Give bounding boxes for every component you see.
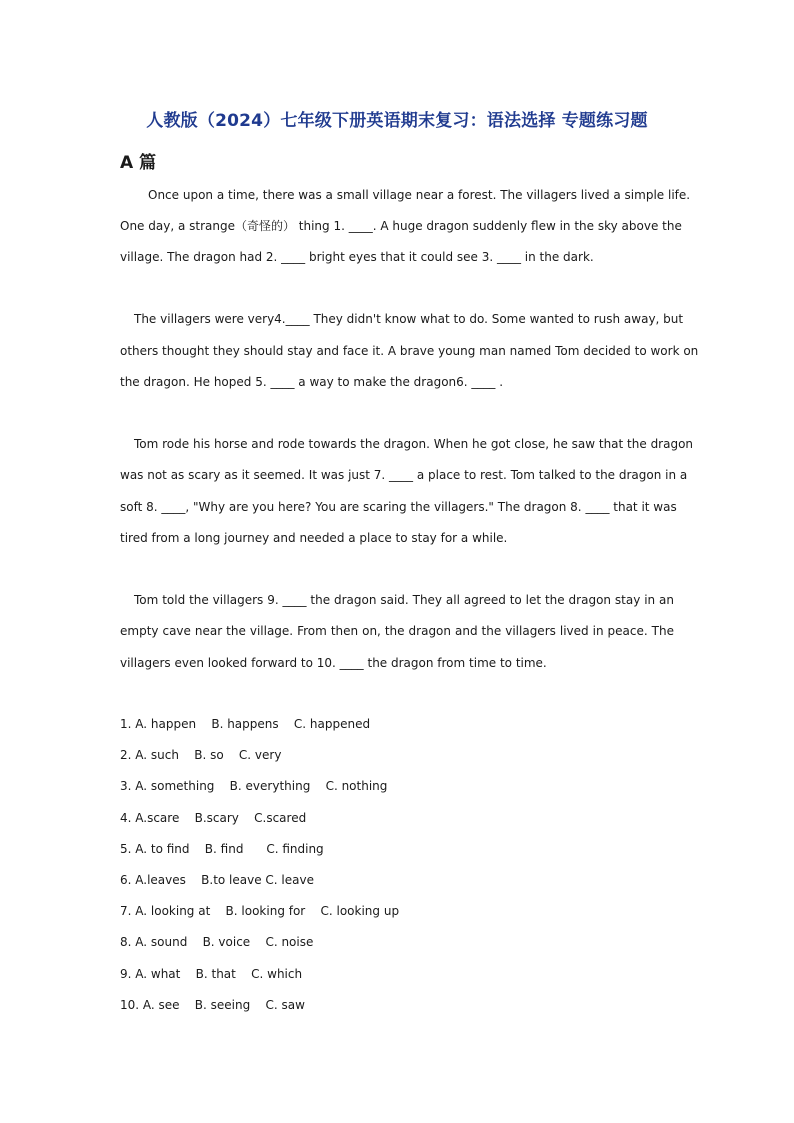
document-title: 人教版（2024）七年级下册英语期末复习：语法选择 专题练习题 xyxy=(146,111,648,131)
passage-line: soft 8. ____, "Why are you here? You are scaring the villagers." The dragon 8. ____ that it was xyxy=(120,500,677,514)
option-item: 1. A. happen B. happens C. happened xyxy=(120,717,371,731)
section-heading: A 篇 xyxy=(120,153,157,173)
option-item: 9. A. what B. that C. which xyxy=(120,967,303,981)
passage-line: tired from a long journey and needed a place to stay for a while. xyxy=(120,531,508,545)
passage-line: empty cave near the village. From then on, the dragon and the villagers lived in peace. The xyxy=(120,624,674,638)
option-item: 5. A. to find B. find C. finding xyxy=(120,842,324,856)
option-item: 4. A.scare B.scary C.scared xyxy=(120,811,307,825)
passage-line: villagers even looked forward to 10. ____ the dragon from time to time. xyxy=(120,656,547,670)
option-item: 6. A.leaves B.to leave C. leave xyxy=(120,873,314,887)
passage-line: village. The dragon had 2. ____ bright eyes that it could see 3. ____ in the dark. xyxy=(120,250,594,264)
passage-line: Tom rode his horse and rode towards the dragon. When he got close, he saw that the dragon xyxy=(134,437,694,451)
passage-line: The villagers were very4.____ They didn't know what to do. Some wanted to rush away, but xyxy=(134,312,684,326)
option-item: 3. A. something B. everything C. nothing xyxy=(120,779,388,793)
option-item: 2. A. such B. so C. very xyxy=(120,748,282,762)
passage-line: Once upon a time, there was a small village near a forest. The villagers lived a simple life. xyxy=(148,188,691,202)
passage-line: Tom told the villagers 9. ____ the dragon said. They all agreed to let the dragon stay in an xyxy=(134,593,674,607)
option-item: 7. A. looking at B. looking for C. looking up xyxy=(120,904,400,918)
passage-line: the dragon. He hoped 5. ____ a way to make the dragon6. ____ . xyxy=(120,375,504,389)
option-item: 8. A. sound B. voice C. noise xyxy=(120,935,314,949)
passage-line: others thought they should stay and face it. A brave young man named Tom decided to work on xyxy=(120,344,699,358)
passage-line: One day, a strange（奇怪的） thing 1. ____. A huge dragon suddenly flew in the sky above the xyxy=(120,219,682,233)
option-item: 10. A. see B. seeing C. saw xyxy=(120,998,305,1012)
passage-line: was not as scary as it seemed. It was just 7. ____ a place to rest. Tom talked to the dragon in a xyxy=(120,468,688,482)
